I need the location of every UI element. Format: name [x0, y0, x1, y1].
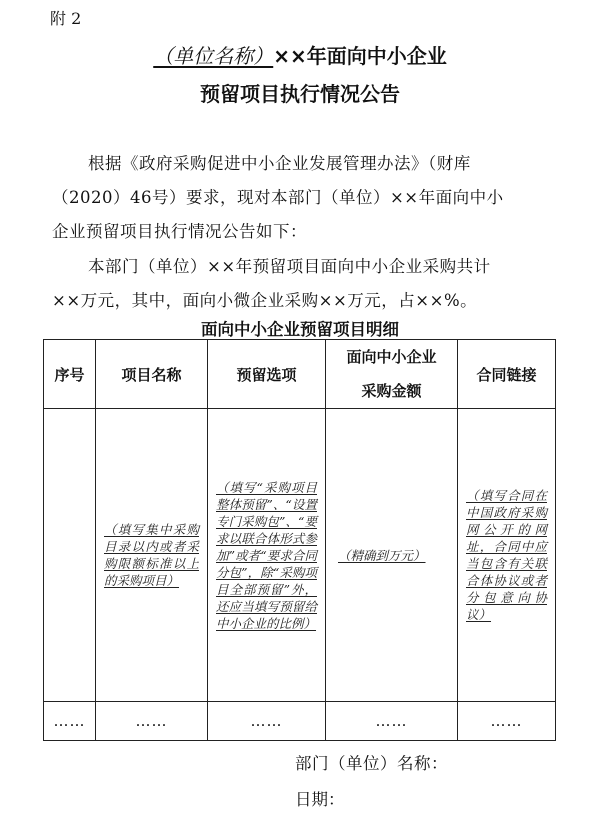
- cell-project-name: [96, 409, 208, 702]
- header-amount-line2: 采购金额: [361, 382, 422, 400]
- department-name-label: 部门（单位）名称：: [295, 754, 448, 773]
- paragraph-line-4: 本部门（单位）××年预留项目面向中小企业采购共计: [88, 257, 491, 276]
- header-project-name: 项目名称: [96, 340, 208, 409]
- paragraph-line-3: 企业预留项目执行情况公告如下：: [52, 222, 307, 241]
- cell-contract-link: [458, 409, 556, 702]
- cell-ellipsis: ……: [458, 702, 556, 741]
- table-row: [44, 702, 556, 741]
- cell-ellipsis: ……: [208, 702, 326, 741]
- cell-ellipsis: ……: [326, 702, 458, 741]
- reserve-option-note: （填写“采购项目整体预留”、“设置专门采购包”、“要求以联合体形式参加”或者“要求合同分包”，除“采购项目全部预留”外，还应当填写预留给中小企业的比例）: [216, 479, 317, 631]
- header-amount-line1: 面向中小企业: [346, 348, 437, 366]
- reserved-projects-table: [43, 339, 556, 741]
- purchase-amount-note: （精确到万元）: [338, 547, 426, 563]
- header-serial: 序号: [44, 340, 96, 409]
- table-row: [44, 409, 556, 702]
- table-title: 面向中小企业预留项目明细: [201, 320, 399, 339]
- cell-ellipsis: ……: [44, 702, 96, 741]
- header-reserve-option: 预留选项: [208, 340, 326, 409]
- header-purchase-amount: [326, 340, 458, 409]
- cell-serial: [44, 409, 96, 702]
- unit-name-placeholder: （单位名称）: [153, 44, 274, 68]
- table-header-row: [44, 340, 556, 409]
- cell-purchase-amount: [326, 409, 458, 702]
- paragraph-line-5: ××万元，其中，面向小微企业采购××万元，占××%。: [52, 291, 478, 310]
- announcement-title-line1: [0, 40, 600, 69]
- date-label: 日期：: [295, 790, 345, 809]
- cell-reserve-option: [208, 409, 326, 702]
- paragraph-line-1: 根据《政府采购促进中小企业发展管理办法》（财库: [88, 154, 471, 173]
- attachment-label: 附 2: [50, 9, 82, 28]
- cell-ellipsis: ……: [96, 702, 208, 741]
- announcement-title-line2: 预留项目执行情况公告: [200, 82, 400, 106]
- paragraph-line-2: （2020）46号）要求，现对本部门（单位）××年面向中小: [52, 188, 504, 207]
- contract-link-note: （填写合同在中国政府采购网公开的网址，合同中应当包含有关联合体协议或者分包意向协议）: [466, 488, 547, 622]
- project-name-note: （填写集中采购目录以内或者采购限额标准以上的采购项目）: [104, 522, 199, 588]
- header-contract-link: 合同链接: [458, 340, 556, 409]
- title-line1-text: ××年面向中小企业: [273, 44, 447, 68]
